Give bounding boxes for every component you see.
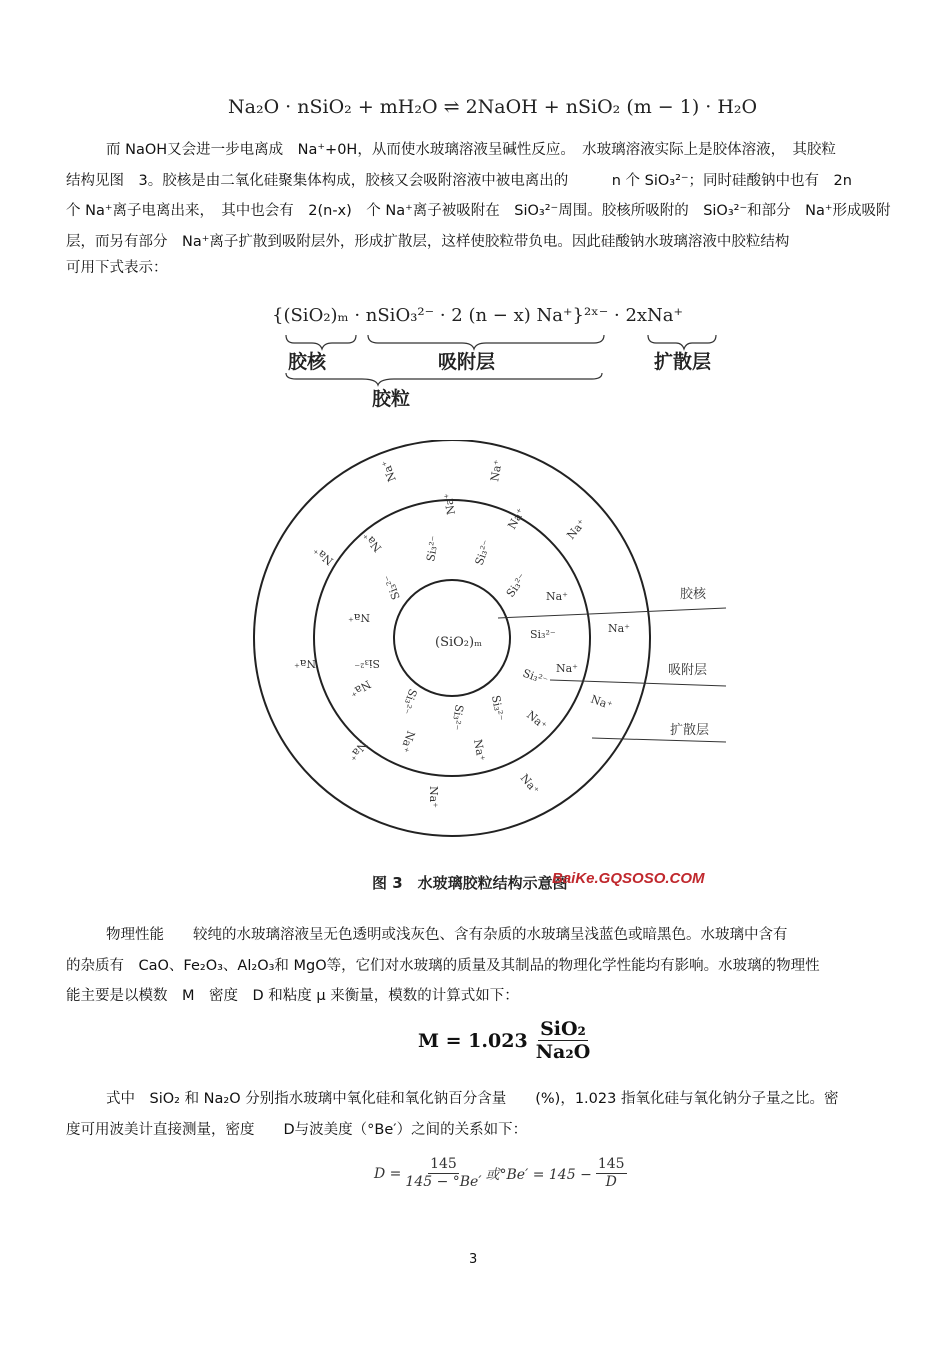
colloid-expression: {(SiO₂)ₘ · nSiO₃²⁻ · 2 (n − x) Na⁺}²ˣ⁻ · 2xNa⁺ — [272, 305, 684, 326]
label-particle: 胶粒 — [372, 388, 411, 410]
si-ion: Si₃²⁻ — [489, 694, 507, 722]
text-line: 的杂质有 CaO、Fe₂O₃、Al₂O₃和 MgO等，它们对水玻璃的质量及其制品的物理化学性能均有影响。水玻璃的物理性 — [66, 957, 820, 974]
text-line: 度可用波美计直接测量，密度 D与波美度（°Be′）之间的关系如下： — [66, 1121, 528, 1138]
text-line: 结构见图 3。胶核是由二氧化硅聚集体构成，胶核又会吸附溶液中被电离出的 n 个 SiO₃²⁻；同时硅酸钠中也有 2n — [66, 172, 852, 189]
si-ion: Si₃²⁻ — [354, 657, 380, 670]
si-ion: Si₃²⁻ — [530, 628, 556, 641]
text-line: 可用下式表示： — [66, 260, 168, 276]
colloid-diagram — [250, 440, 750, 870]
text-line: 能主要是以模数 M 密度 D 和粘度 μ 来衡量，模数的计算式如下： — [66, 988, 519, 1004]
modulus-lhs: M = 1.023 — [418, 1029, 528, 1052]
label-core: 胶核 — [288, 351, 327, 373]
density-formula — [374, 1156, 627, 1191]
fig-label-diffusion: 扩散层 — [670, 723, 710, 738]
modulus-numerator: SiO₂ — [540, 1018, 586, 1040]
text-line: 物理性能 较纯的水玻璃溶液呈无色透明或浅灰色、含有杂质的水玻璃呈浅蓝色或暗黑色。水玻璃中含有 — [106, 927, 788, 943]
si-ion: Si₃²⁻ — [472, 538, 494, 568]
na-ion: Na⁺ — [397, 728, 418, 755]
leader-diffusion — [592, 738, 726, 742]
page-number: 3 — [469, 1252, 478, 1267]
si-ion: Si₃²⁻ — [520, 666, 550, 688]
density-den-1: 145 − °Be′ — [405, 1174, 482, 1190]
na-ion: Na⁺ — [564, 516, 589, 542]
na-ion: Na⁺ — [360, 529, 385, 555]
paragraph-modulus-definition — [66, 1084, 896, 1145]
na-ion: Na⁺ — [608, 622, 630, 635]
hydrolysis-equation: Na₂O · nSiO₂ + mH₂O ⇌ 2NaOH + nSiO₂ (m − 1) · H₂O — [228, 96, 758, 118]
label-diffusion: 扩散层 — [654, 351, 712, 373]
density-den-2: D — [605, 1174, 617, 1190]
leader-core — [498, 608, 726, 618]
na-ion: Na⁺ — [588, 692, 615, 713]
watermark: BaiKe.GQSOSO.COM — [552, 870, 705, 887]
density-num-2: 145 — [597, 1156, 625, 1172]
label-adsorption: 吸附层 — [438, 351, 496, 373]
na-ion: Na⁺ — [488, 458, 505, 483]
na-ion: Na⁺ — [556, 662, 578, 675]
core-center-label: (SiO₂)ₘ — [435, 635, 483, 650]
density-lhs: D = — [374, 1165, 402, 1182]
density-middle: 或°Be′ = 145 − — [485, 1166, 592, 1183]
na-ion: Na⁺ — [379, 458, 399, 484]
na-ion: Na⁺ — [524, 708, 550, 733]
figure-caption: 图 3 水玻璃胶粒结构示意图 — [372, 874, 568, 892]
density-fraction-2 — [596, 1156, 627, 1191]
paragraph-physical-properties — [66, 920, 896, 1012]
text-line: 而 NaOH又会进一步电离成 Na⁺+0H，从而使水玻璃溶液呈碱性反应。 水玻璃溶液实际上是胶体溶液， 其胶粒 — [106, 142, 836, 158]
na-ion: Na⁺ — [471, 738, 488, 763]
si-ion: Si₃²⁻ — [503, 571, 530, 600]
na-ion: Na⁺ — [546, 590, 568, 603]
na-ion: Na⁺ — [345, 738, 370, 764]
si-ion: Si₃²⁻ — [424, 534, 442, 563]
fig-label-adsorption: 吸附层 — [668, 663, 708, 678]
colloid-formula — [272, 305, 732, 415]
text-line: 层，而另有部分 Na⁺离子扩散到吸附层外，形成扩散层，这样使胶粒带负电。因此硅酸钠水玻璃溶液中胶粒结构 — [66, 233, 790, 250]
leader-adsorption — [550, 680, 726, 686]
na-ion: Na⁺ — [427, 786, 440, 808]
fig-label-core: 胶核 — [680, 587, 707, 602]
na-ion: Na⁺ — [347, 677, 373, 700]
modulus-fraction — [536, 1018, 591, 1063]
modulus-formula — [418, 1018, 590, 1063]
si-ion: Si₃²⁻ — [448, 703, 466, 732]
na-ion: Na⁺ — [294, 657, 316, 670]
si-ion: Si₃²⁻ — [398, 686, 420, 716]
na-ion: Na⁺ — [505, 505, 528, 532]
na-ion: Na⁺ — [517, 771, 542, 797]
text-line: 式中 SiO₂ 和 Na₂O 分别指水玻璃中氧化硅和氧化钠百分含量 (%)，1.023 指氧化硅与氧化钠分子量之比。密 — [106, 1091, 839, 1107]
text-line: 个 Na⁺离子电离出来， 其中也会有 2(n-x) 个 Na⁺离子被吸附在 SiO₃²⁻周围。胶核所吸附的 SiO₃²⁻和部分 Na⁺形成吸附 — [66, 203, 891, 219]
na-ion: Na⁺ — [441, 491, 458, 516]
density-fraction-1 — [405, 1156, 481, 1191]
na-ion: Na⁺ — [348, 611, 370, 624]
modulus-denominator: Na₂O — [535, 1041, 591, 1063]
density-num-1: 145 — [430, 1156, 457, 1172]
na-ion: Na⁺ — [310, 543, 336, 568]
si-ion: Si₃²⁻ — [381, 572, 403, 602]
paragraph-colloid — [66, 135, 896, 284]
